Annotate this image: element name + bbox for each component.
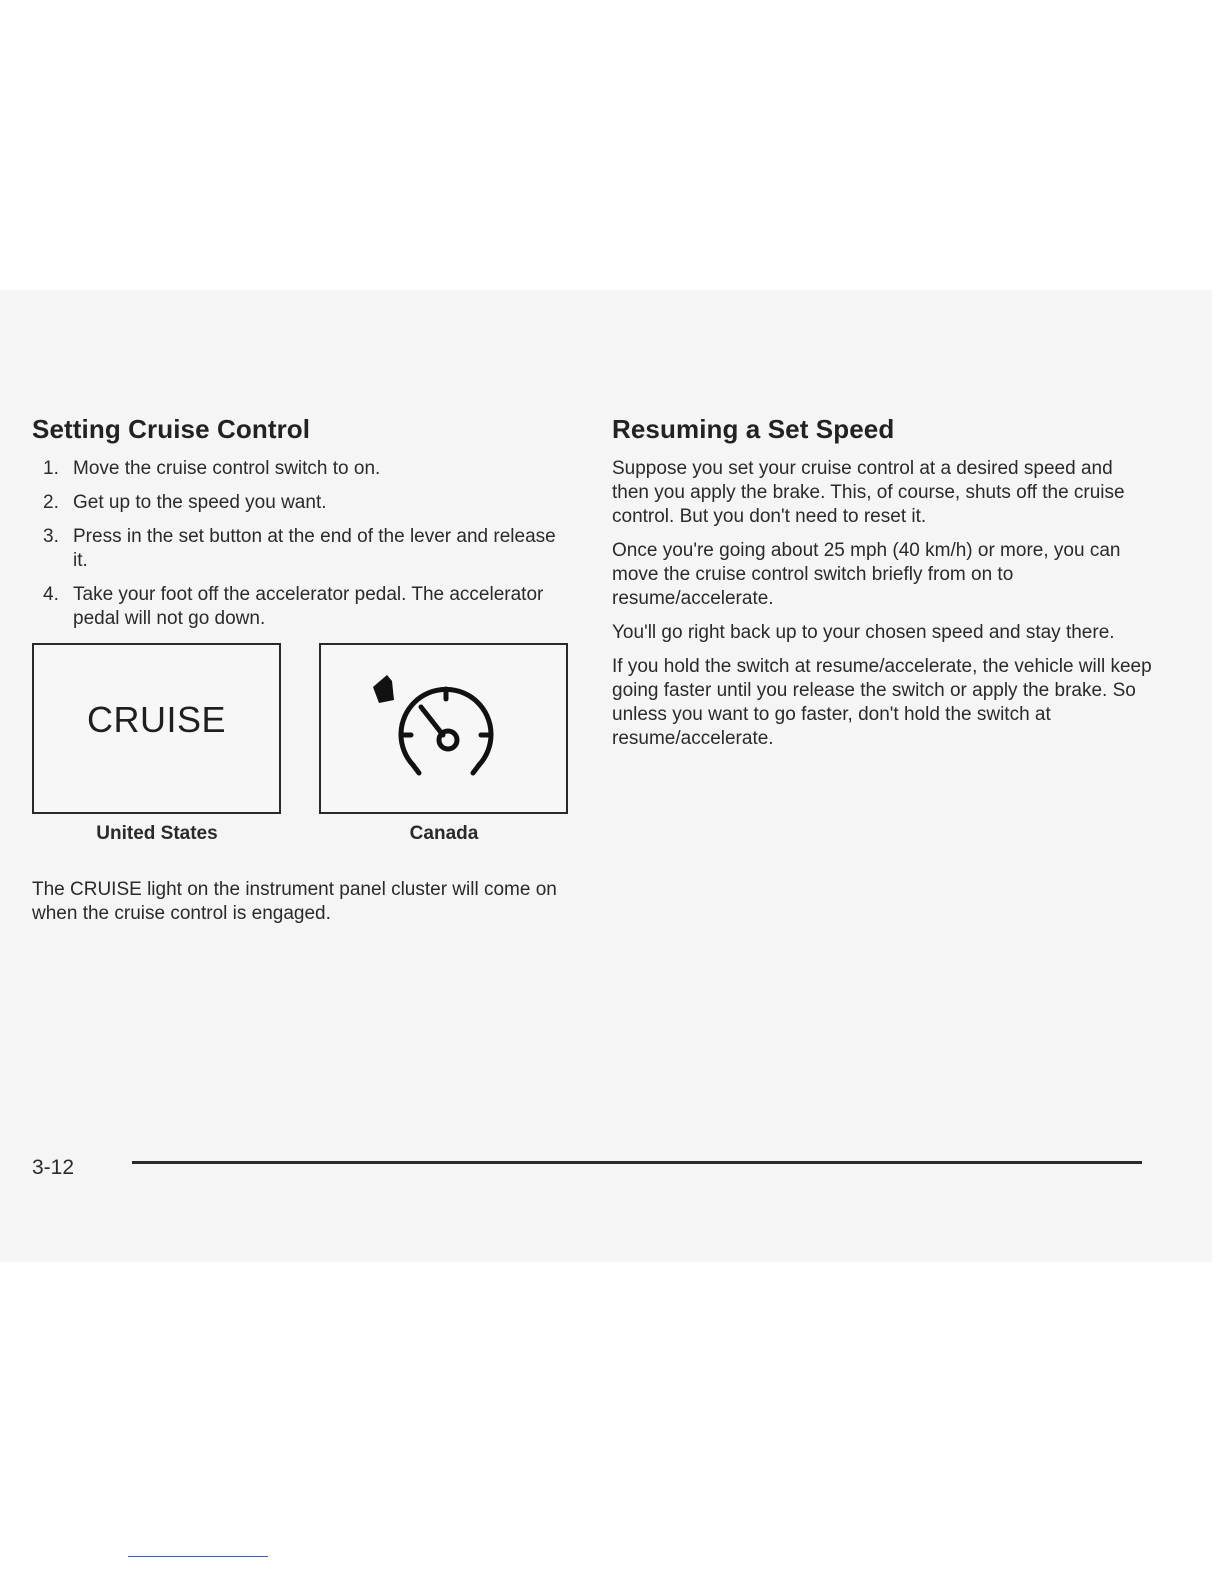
list-item: 3. Press in the set button at the end of the lever and release it. — [43, 526, 556, 571]
cruise-light-paragraph: The CRUISE light on the instrument panel cluster will come on when the cruise control is engaged. — [32, 879, 557, 924]
indicator-figures — [32, 643, 572, 878]
cruise-speedometer-icon — [321, 645, 566, 812]
paragraph: You'll go right back up to your chosen speed and stay there. — [612, 622, 1115, 643]
section-heading: Resuming a Set Speed — [612, 414, 895, 444]
paragraph: Suppose you set your cruise control at a desired speed and then you apply the brake. This, of course, shuts off the cruise control. But you don't need to reset it. — [612, 458, 1125, 527]
paragraph: Once you're going about 25 mph (40 km/h) or more, you can move the cruise control switch briefly from on to resume/accelerate. — [612, 540, 1121, 609]
footer-rule — [132, 1161, 1142, 1164]
resuming-speed-section — [612, 414, 1152, 761]
page-number: 3-12 — [32, 1156, 75, 1179]
paragraph: If you hold the switch at resume/accelerate, the vehicle will keep going faster until you release the switch or apply the brake. So unless you want to go faster, don't hold the switch at resume/accelerate. — [612, 656, 1152, 749]
us-indicator-box — [32, 643, 281, 814]
list-item: 2. Get up to the speed you want. — [43, 492, 327, 513]
steps-list — [32, 457, 572, 631]
cruise-indicator-text: CRUISE — [86, 699, 227, 740]
list-item: 1. Move the cruise control switch to on. — [43, 458, 381, 479]
caption-canada: Canada — [409, 823, 479, 844]
caption-united-states: United States — [96, 823, 218, 844]
section-heading: Setting Cruise Control — [32, 414, 311, 444]
setting-cruise-section — [32, 414, 572, 936]
canada-indicator-box — [319, 643, 568, 814]
bottom-underline — [128, 1556, 268, 1557]
list-item: 4. Take your foot off the accelerator pedal. The accelerator pedal will not go down. — [43, 584, 544, 629]
